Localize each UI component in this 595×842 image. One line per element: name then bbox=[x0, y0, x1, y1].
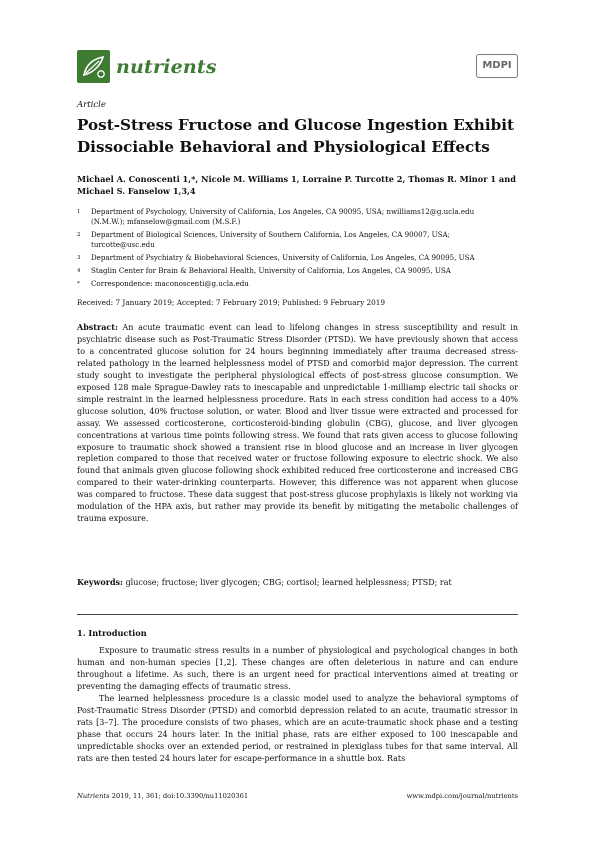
affiliation-4: 4 Staglin Center for Brain & Behavioral Health, University of California, Los Angeles, CA 90095, USA bbox=[77, 266, 451, 275]
title-line-2: Dissociable Behavioral and Physiological Effects bbox=[77, 138, 490, 156]
journal-logo bbox=[77, 50, 217, 83]
publication-dates: Received: 7 January 2019; Accepted: 7 February 2019; Published: 9 February 2019 bbox=[77, 298, 386, 307]
authors-line-1: Michael A. Conoscenti 1,*, Nicole M. Williams 1, Lorraine P. Turcotte 2, Thomas R. Minor 1 and bbox=[77, 174, 516, 184]
title-line-1: Post-Stress Fructose and Glucose Ingestion Exhibit bbox=[77, 116, 515, 134]
affiliation-1: 1 Department of Psychology, University of California, Los Angeles, CA 90095, USA; nwilliams12@g.ucla.edu (N.M.W.); mfanselow@gmail.com (M.S.F.) bbox=[77, 207, 475, 227]
nutrients-logo-icon bbox=[77, 50, 110, 83]
keywords bbox=[77, 577, 518, 588]
footer-volume: 2019, 11, 361; doi:10.3390/nu11020361 bbox=[111, 792, 249, 800]
correspondence: * Correspondence: maconoscenti@g.ucla.edu bbox=[77, 279, 522, 289]
author-list bbox=[77, 174, 522, 197]
abstract-label: Abstract: bbox=[77, 322, 118, 332]
keywords-label: Keywords: bbox=[77, 577, 124, 587]
article-title bbox=[77, 114, 527, 158]
article-type: Article bbox=[77, 100, 106, 110]
mdpi-badge: MDPI bbox=[476, 54, 518, 78]
footer-journal: Nutrients bbox=[77, 792, 110, 800]
footer-citation bbox=[77, 792, 248, 800]
correspondence-email[interactable]: Correspondence: maconoscenti@g.ucla.edu bbox=[91, 279, 249, 288]
section-divider bbox=[77, 614, 518, 615]
paragraph-2: The learned helplessness procedure is a classic model used to analyze the behavioral symptoms of Post-Traumatic Stress Disorder (PTSD) and comorbid depression related to an acute, traumatic stressor in rats [3–7]. The procedure consists of two phases, which are an acute-traumatic shock phase and a testing phase that occurs 24 hours later. In the initial phase, rats are either exposed to 100 inescapable and unpredictable shocks over an extended period, or restrained in plexiglass tubes for that same interval. All rats are then tested 24 hours later for escape-performance in a shuttle box. Rats bbox=[77, 693, 518, 763]
abstract bbox=[77, 322, 518, 525]
abstract-text: An acute traumatic event can lead to lifelong changes in stress susceptibility and result in psychiatric disease such as Post-Traumatic Stress Disorder (PTSD). We have previously shown that access to a concentrated glucose solution for 24 hours beginning immediately after trauma decreased stress-related pathology in the learned helplessness model of PTSD and comorbid major depression. The current study sought to investigate the peripheral physiological effects of post-stress glucose consumption. We exposed 128 male Sprague-Dawley rats to inescapable and unpredictable 1-milliamp electric tail shocks or simple restraint in the learned helplessness procedure. Rats in each stress condition had access to a 40% glucose solution, 40% fructose solution, or water. Blood and liver tissue were extracted and processed for assay. We assessed corticosterone, corticosteroid-binding globulin (CBG), glucose, and liver glycogen concentrations at various time points following stress. We found that rats given access to glucose following exposure to traumatic shock showed a transient rise in blood glucose and an increase in liver glycogen repletion compared to those that received water or fructose following exposure to electric shock. We also found that animals given glucose following shock exhibited reduced free corticosterone and increased CBG compared to their water-drinking counterparts. However, this difference was not apparent when glucose was compared to fructose. These data suggest that post-stress glucose prophylaxis is likely not working via modulation of the HPA axis, but rather may provide its benefit by mitigating the metabolic challenges of trauma exposure. bbox=[77, 323, 518, 524]
introduction-body bbox=[77, 645, 518, 765]
footer-url[interactable]: www.mdpi.com/journal/nutrients bbox=[406, 792, 518, 800]
keywords-text: glucose; fructose; liver glycogen; CBG; cortisol; learned helplessness; PTSD; rat bbox=[125, 578, 452, 587]
authors-line-2: Michael S. Fanselow 1,3,4 bbox=[77, 185, 196, 196]
affiliation-2: 2 Department of Biological Sciences, University of Southern California, Los Angeles, CA 90007, USA; turcotte@usc.edu bbox=[77, 230, 450, 250]
paragraph-1: Exposure to traumatic stress results in a number of physiological and psychological changes in both human and non-human species [1,2]. These changes are often deleterious in nature and can endure throughout a lifetime. As such, there is an urgent need for practical interventions aimed at treating or preventing the damaging effects of traumatic stress. bbox=[77, 646, 518, 691]
section-heading: 1. Introduction bbox=[77, 628, 147, 638]
affiliation-3: 3 Department of Psychiatry & Biobehavioral Sciences, University of California, Los Angeles, CA 90095, USA bbox=[77, 253, 475, 262]
journal-name: nutrients bbox=[116, 55, 217, 78]
